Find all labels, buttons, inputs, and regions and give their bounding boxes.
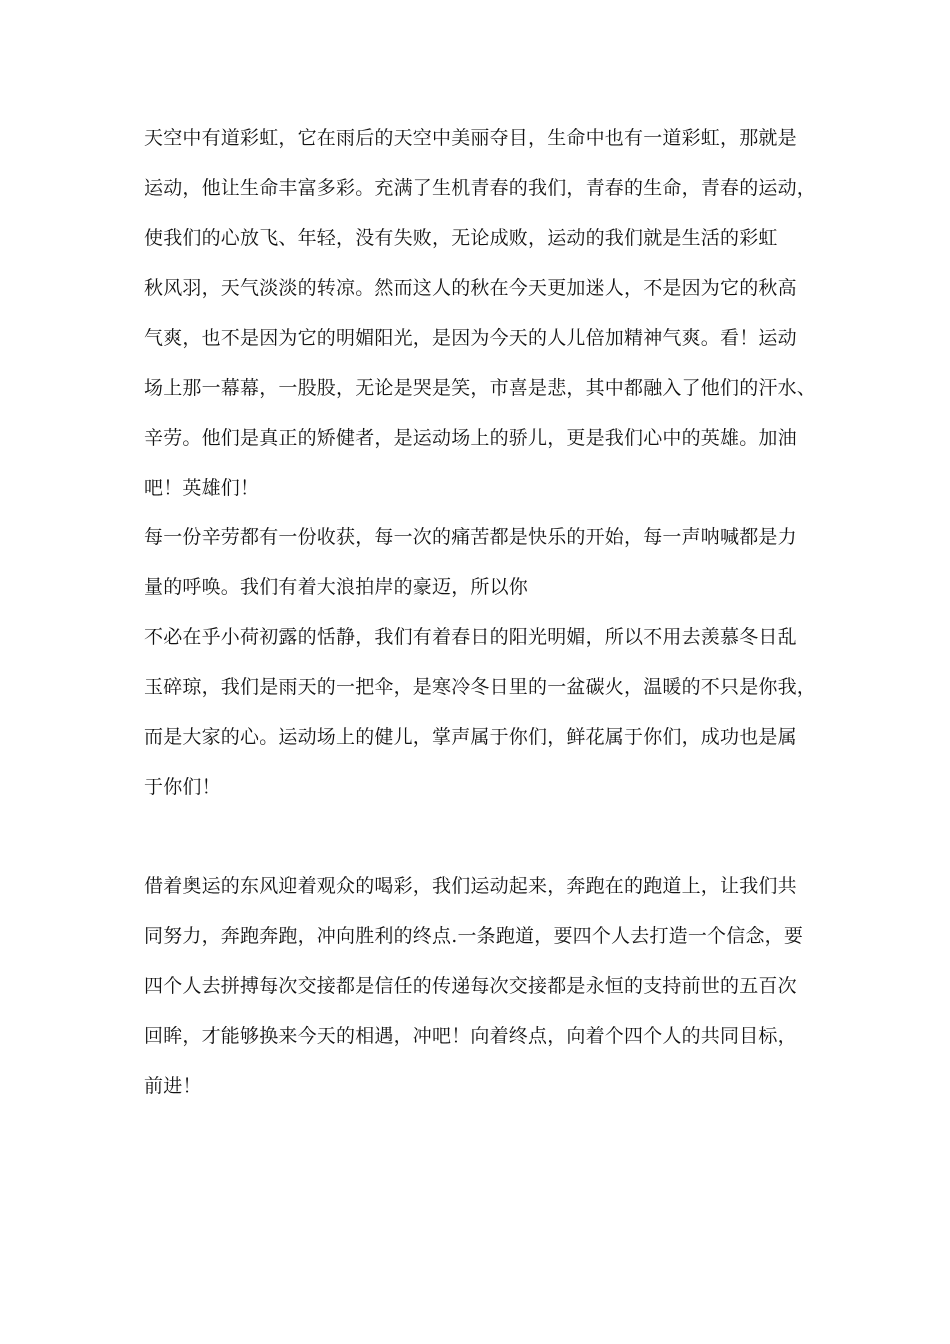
paragraph-3-line-5: 而是大家的心。运动场上的健儿，掌声属于你们，鲜花属于你们，成功也是属 bbox=[144, 726, 797, 748]
paragraph-3-line-2: 量的呼唤。我们有着大浪拍岸的豪迈，所以你 bbox=[144, 576, 529, 598]
paragraph-3-line-1: 每一份辛劳都有一份收获，每一次的痛苦都是快乐的开始，每一声呐喊都是力 bbox=[144, 526, 797, 548]
paragraph-2-line-4: 辛劳。他们是真正的矫健者，是运动场上的骄儿，更是我们心中的英雄。加油 bbox=[144, 427, 797, 449]
paragraph-3-line-3: 不必在乎小荷初露的恬静，我们有着春日的阳光明媚，所以不用去羡慕冬日乱 bbox=[144, 626, 797, 648]
paragraph-2-line-1: 秋风羽，天气淡淡的转凉。然而这人的秋在今天更加迷人，不是因为它的秋高 bbox=[144, 277, 797, 299]
paragraph-4-line-2: 同努力，奔跑奔跑，冲向胜利的终点.一条跑道，要四个人去打造一个信念，要 bbox=[144, 925, 804, 947]
paragraph-4-line-5: 前进！ bbox=[144, 1075, 202, 1097]
paragraph-3-line-6: 于你们！ bbox=[144, 776, 221, 798]
paragraph-1-line-1: 天空中有道彩虹，它在雨后的天空中美丽夺目，生命中也有一道彩虹，那就是 bbox=[144, 127, 797, 149]
paragraph-1-line-3: 使我们的心放飞、年轻，没有失败，无论成败，运动的我们就是生活的彩虹 bbox=[144, 227, 778, 249]
paragraph-4-line-3: 四个人去拼搏每次交接都是信任的传递每次交接都是永恒的支持前世的五百次 bbox=[144, 975, 797, 997]
paragraph-4-line-4: 回眸，才能够换来今天的相遇，冲吧！向着终点，向着个四个人的共同目标， bbox=[144, 1025, 797, 1047]
paragraph-1-line-2: 运动，他让生命丰富多彩。充满了生机青春的我们，青春的生命，青春的运动， bbox=[144, 177, 817, 199]
paragraph-2-line-2: 气爽，也不是因为它的明媚阳光，是因为今天的人儿倍加精神气爽。看！运动 bbox=[144, 327, 797, 349]
paragraph-4-line-1: 借着奥运的东风迎着观众的喝彩，我们运动起来，奔跑在的跑道上，让我们共 bbox=[144, 875, 797, 897]
paragraph-3-line-4: 玉碎琼，我们是雨天的一把伞，是寒冷冬日里的一盆碳火，温暖的不只是你我， bbox=[144, 676, 817, 698]
paragraph-2-line-3: 场上那一幕幕，一股股，无论是哭是笑，市喜是悲，其中都融入了他们的汗水、 bbox=[144, 377, 817, 399]
paragraph-2-line-5: 吧！英雄们！ bbox=[144, 477, 260, 499]
